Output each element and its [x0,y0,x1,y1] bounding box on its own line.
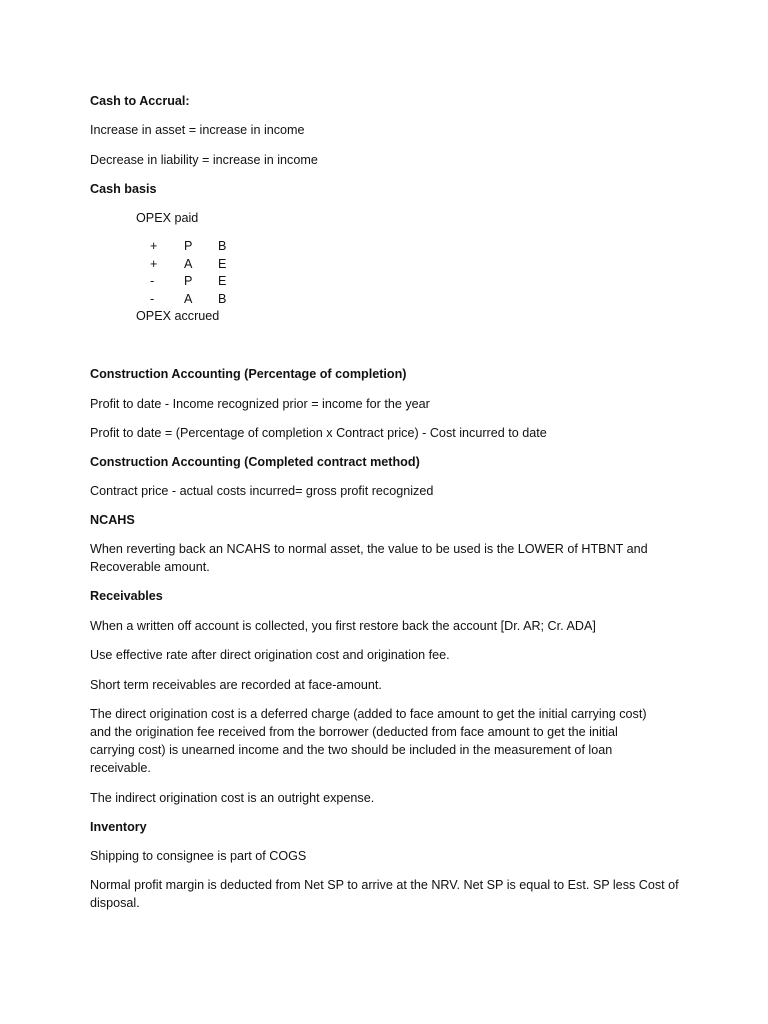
receivables-heading: Receivables [90,589,163,603]
inventory-heading: Inventory [90,820,147,834]
receivables-line-3: Short term receivables are recorded at face-amount. [90,678,382,692]
table-cell: + [150,239,158,253]
receivables-line-2: Use effective rate after direct origination cost and origination fee. [90,648,450,662]
construction-poc-heading: Construction Accounting (Percentage of completion) [90,367,407,381]
table-row [150,256,248,274]
construction-ccm-line-1: Contract price - actual costs incurred= gross profit recognized [90,484,434,498]
table-cell: P [184,239,193,253]
inventory-paragraph: Normal profit margin is deducted from Net SP to arrive at the NRV. Net SP is equal to Est. SP less Cost of disposal. [90,878,679,910]
receivables-line-1: When a written off account is collected, you first restore back the account [Dr. AR; Cr. ADA] [90,619,596,633]
construction-ccm-heading: Construction Accounting (Completed contract method) [90,455,420,469]
table-cell: - [150,274,155,288]
inventory-line-1: Shipping to consignee is part of COGS [90,849,307,863]
table-cell: - [150,291,155,306]
ncahs-paragraph: When reverting back an NCAHS to normal asset, the value to be used is the LOWER of HTBNT and Recoverable amount. [90,542,648,574]
cash-basis-heading: Cash basis [90,182,157,196]
receivables-paragraph: The direct origination cost is a deferred charge (added to face amount to get the initial carrying cost) and the origination fee received from the borrower (deducted from face amount to get the initial carrying cost) is unearned income and the two should be included in the measurement of loan receivable. [90,707,647,775]
table-row [150,291,248,309]
table-cell: E [218,274,227,288]
ncahs-heading: NCAHS [90,513,135,527]
opex-paid-label: OPEX paid [136,211,199,225]
table-cell: B [218,239,227,253]
table-cell: B [218,291,227,306]
table-row [150,238,248,256]
construction-poc-line-1: Profit to date - Income recognized prior = income for the year [90,397,430,411]
receivables-line-4: The indirect origination cost is an outright expense. [90,791,375,805]
opex-accrued-label: OPEX accrued [136,309,220,323]
table-row [150,273,248,291]
table-cell: P [184,274,193,288]
table-cell: A [184,291,193,306]
table-cell: E [218,256,227,271]
table-cell: A [184,256,193,271]
cash-to-accrual-line-2: Decrease in liability = increase in income [90,153,318,167]
opex-adjustment-table [150,238,248,308]
cash-to-accrual-line-1: Increase in asset = increase in income [90,123,305,137]
table-cell: + [150,256,158,271]
cash-to-accrual-heading: Cash to Accrual: [90,94,190,108]
construction-poc-line-2: Profit to date = (Percentage of completion x Contract price) - Cost incurred to date [90,426,547,440]
